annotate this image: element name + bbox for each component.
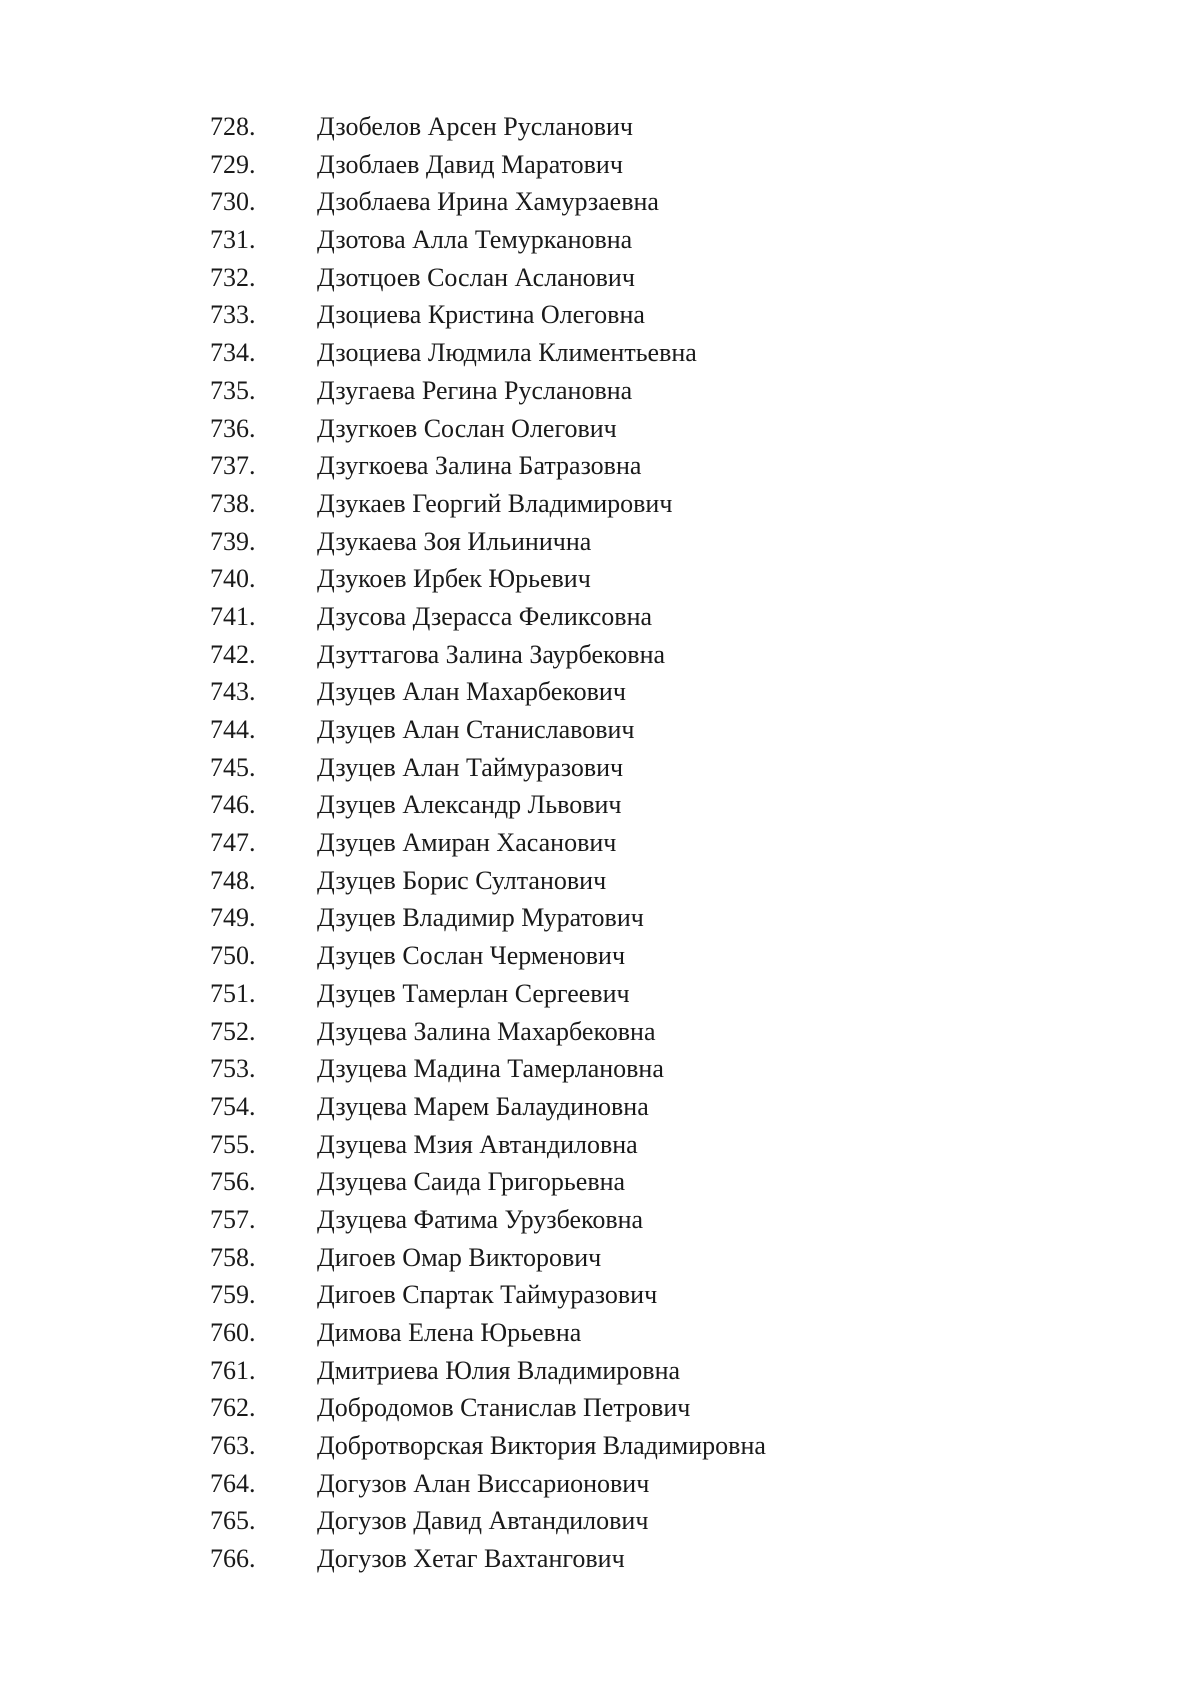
entry-number: 755. [210,1129,256,1159]
list-item [210,1280,1110,1318]
list-item [210,225,1110,263]
list-item [210,564,1110,602]
entry-number: 761. [210,1355,256,1385]
list-item [210,790,1110,828]
entry-name: Дигоев Омар Викторович [317,1242,602,1272]
entry-number: 742. [210,639,256,669]
entry-number: 732. [210,262,256,292]
entry-number: 731. [210,225,256,255]
entry-number: 736. [210,413,256,443]
entry-number: 747. [210,828,256,858]
list-item [210,1092,1110,1130]
list-item [210,263,1110,301]
entry-number: 746. [210,790,256,820]
entry-name: Дзоциева Людмила Климентьевна [317,338,697,368]
entry-number: 739. [210,526,256,556]
entry-name: Дзуцев Тамерлан Сергеевич [317,978,630,1008]
entry-number: 737. [210,451,256,481]
entry-number: 745. [210,752,256,782]
entry-name: Дзугкоева Залина Батразовна [317,451,642,481]
entry-name: Дзуцев Алан Станиславович [317,715,635,744]
entry-name: Дзуцева Залина Махарбековна [317,1016,656,1046]
entry-name: Добротворская Виктория Владимировна [317,1431,766,1461]
list-item [210,677,1110,715]
list-item [210,300,1110,338]
entry-number: 749. [210,903,256,933]
entry-name: Дзоциева Кристина Олеговна [317,300,645,330]
entry-number: 758. [210,1242,256,1272]
entry-name: Дзугаева Регина Руслановна [317,375,633,405]
entry-name: Догузов Давид Автандилович [317,1506,649,1536]
list-item [210,1356,1110,1394]
entry-number: 729. [210,149,256,179]
entry-name: Дзукаев Георгий Владимирович [317,488,673,518]
list-item [210,1431,1110,1469]
entry-number: 750. [210,941,256,971]
entry-number: 728. [210,112,256,141]
entry-number: 730. [210,187,256,217]
entry-name: Дзуцева Мадина Тамерлановна [317,1054,664,1084]
entry-number: 765. [210,1506,256,1536]
entry-number: 764. [210,1468,256,1498]
list-item [210,376,1110,414]
entry-name: Дзукаева Зоя Ильинична [317,526,592,556]
entry-name: Дзуцев Алан Таймуразович [317,752,624,782]
list-item [210,187,1110,225]
list-item [210,979,1110,1017]
list-item [210,150,1110,188]
list-item [210,489,1110,527]
entry-number: 744. [210,715,256,744]
entry-name: Дзуцев Борис Султанович [317,865,607,895]
entry-number: 748. [210,865,256,895]
entry-name: Дзуцева Мзия Автандиловна [317,1129,638,1159]
entry-number: 743. [210,677,256,707]
entry-number: 766. [210,1544,256,1574]
entry-name: Дзуцев Владимир Муратович [317,903,644,933]
entry-name: Дзукоев Ирбек Юрьевич [317,564,591,594]
entry-name: Дзуцев Амиран Хасанович [317,828,617,858]
entry-name: Дзуцева Фатима Урузбековна [317,1204,644,1234]
entry-number: 763. [210,1431,256,1461]
list-item [210,903,1110,941]
list-item [210,1130,1110,1168]
entry-name: Дзуцев Алан Махарбекович [317,677,626,707]
list-item [210,1544,1110,1582]
entry-name: Дзотцоев Сослан Асланович [317,262,635,292]
list-item [210,1469,1110,1507]
entry-number: 756. [210,1167,256,1197]
entry-number: 738. [210,488,256,518]
entry-number: 753. [210,1054,256,1084]
entry-number: 735. [210,375,256,405]
list-item [210,1167,1110,1205]
list-item [210,715,1110,753]
list-item [210,1506,1110,1544]
entry-number: 752. [210,1016,256,1046]
list-item [210,527,1110,565]
list-item [210,414,1110,452]
entry-number: 740. [210,564,256,594]
entry-name: Дзотова Алла Темуркановна [317,225,633,255]
entry-name: Дзоблаева Ирина Хамурзаевна [317,187,659,217]
list-item [210,112,1110,150]
list-item [210,866,1110,904]
list-item [210,451,1110,489]
entry-name: Дигоев Спартак Таймуразович [317,1280,658,1310]
entry-name: Дзуттагова Залина Заурбековна [317,639,666,669]
list-item [210,753,1110,791]
entry-number: 734. [210,338,256,368]
entry-name: Дзуцев Сослан Черменович [317,941,626,971]
entry-name: Добродомов Станислав Петрович [317,1393,691,1423]
list-item [210,941,1110,979]
entry-name: Дзуцева Саида Григорьевна [317,1167,626,1197]
entry-name: Дзоблаев Давид Маратович [317,149,623,179]
entry-name: Догузов Хетаг Вахтангович [317,1544,625,1574]
entry-number: 741. [210,601,256,631]
entry-number: 733. [210,300,256,330]
list-item [210,1393,1110,1431]
list-item [210,1318,1110,1356]
list-item [210,1243,1110,1281]
entry-number: 760. [210,1318,256,1347]
entry-number: 754. [210,1091,256,1121]
entry-name: Дмитриева Юлия Владимировна [317,1355,681,1385]
entry-name: Дзуцева Марем Балаудиновна [317,1091,649,1121]
entry-name: Дзобелов Арсен Русланович [317,112,633,141]
entry-name: Догузов Алан Виссарионович [317,1468,650,1498]
entry-name: Дзугкоев Сослан Олегович [317,413,617,443]
name-list [210,112,1110,1582]
entry-number: 757. [210,1204,256,1234]
entry-number: 751. [210,978,256,1008]
list-item [210,338,1110,376]
entry-number: 759. [210,1280,256,1310]
list-item [210,602,1110,640]
list-item [210,1017,1110,1055]
entry-name: Дзуцев Александр Львович [317,790,622,820]
list-item [210,1054,1110,1092]
list-item [210,640,1110,678]
entry-name: Димова Елена Юрьевна [317,1318,582,1347]
list-item [210,828,1110,866]
entry-name: Дзусова Дзерасса Феликсовна [317,601,653,631]
list-item [210,1205,1110,1243]
entry-number: 762. [210,1393,256,1423]
